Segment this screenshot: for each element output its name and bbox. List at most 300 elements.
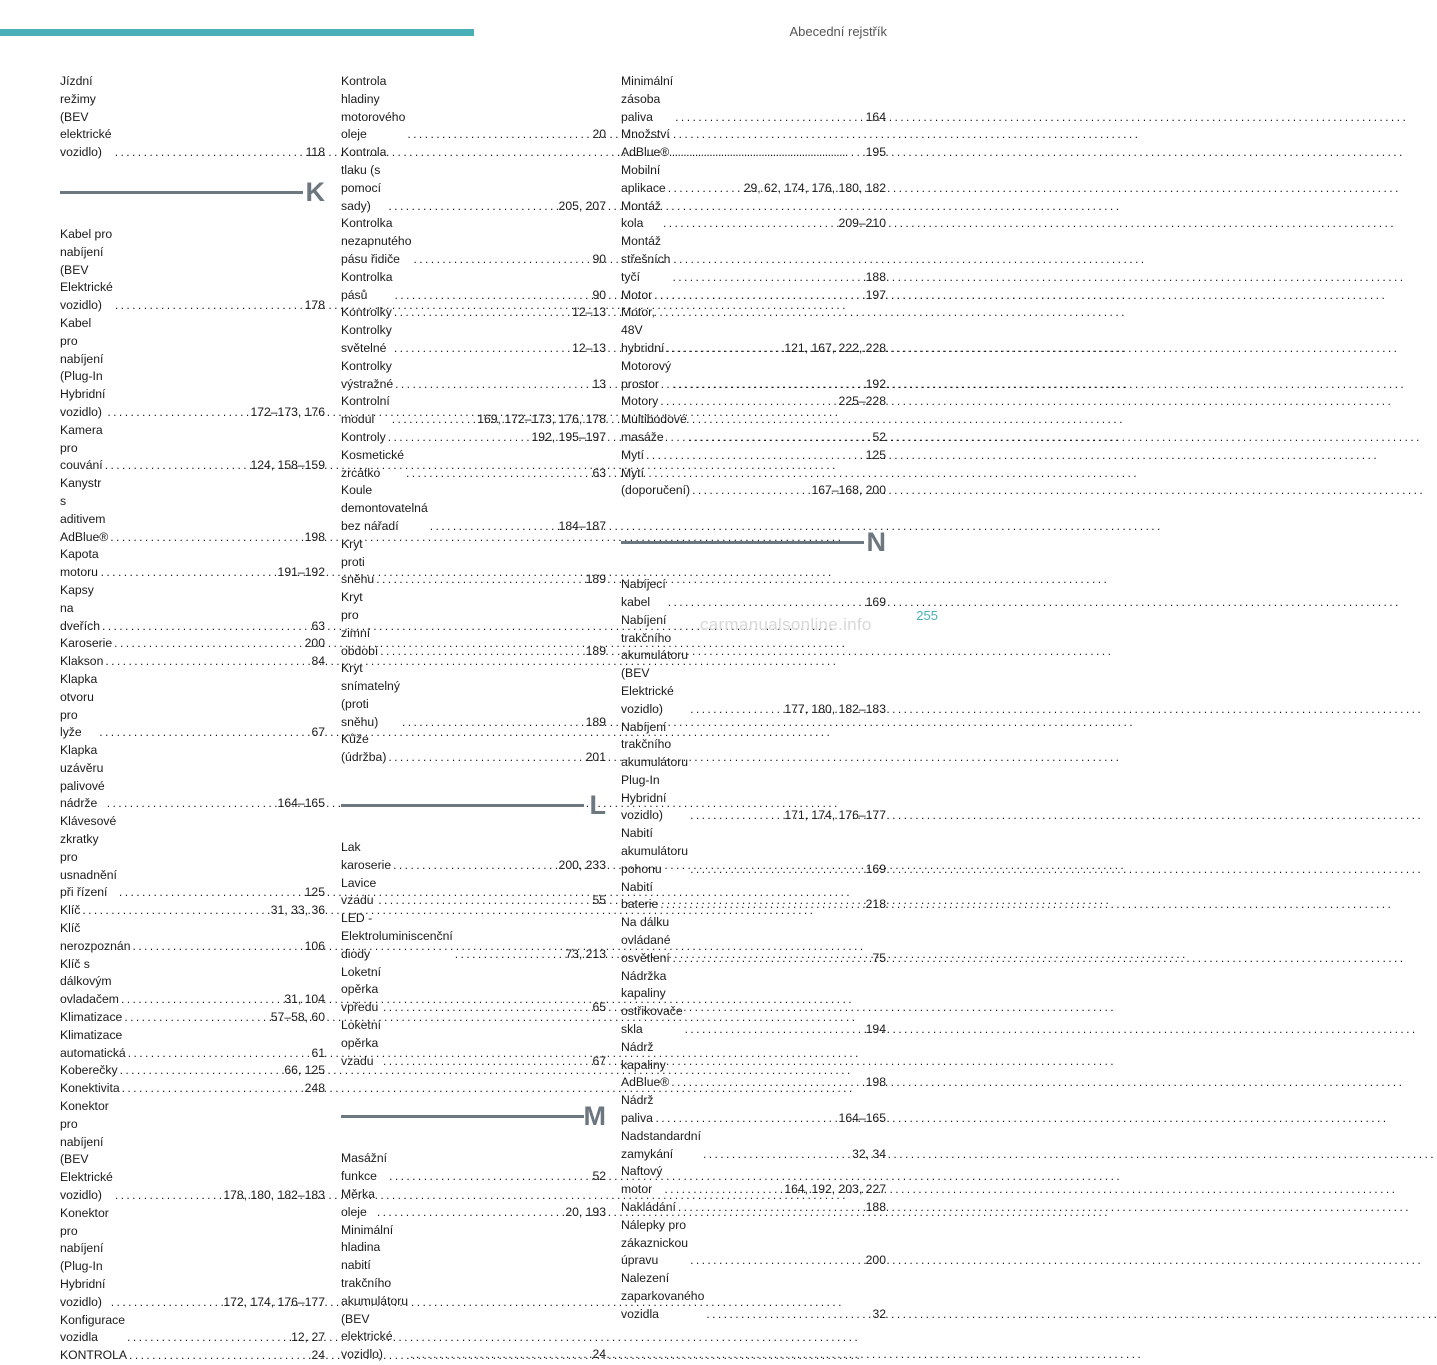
- index-term: [60, 1080, 120, 1098]
- index-entry: [341, 910, 606, 963]
- index-term-text: Nádrž kapaliny AdBlue®: [621, 1039, 670, 1090]
- leader-dots: [383, 999, 590, 1017]
- leader-dots: [672, 950, 870, 968]
- index-term-text: Hybridní vozidlo): [621, 790, 667, 823]
- leader-dots: [690, 807, 782, 825]
- index-term-first-line: Nabíjení trakčního akumulátoru: [621, 612, 689, 663]
- index-pages: 67: [592, 1053, 606, 1068]
- index-entry: [60, 813, 325, 902]
- index-pages: 65: [592, 1000, 606, 1015]
- index-pages: 29, 62, 174, 176, 180, 182: [743, 180, 886, 195]
- index-term-text: Kamera pro couvání: [60, 422, 103, 473]
- index-term: [341, 1222, 408, 1364]
- index-term: [60, 1205, 109, 1312]
- index-entry: [60, 1080, 325, 1098]
- index-pages: 178, 180, 182–183: [223, 1188, 325, 1203]
- leader-dots: [394, 340, 570, 358]
- index-term: [341, 304, 392, 322]
- index-term-text: (BEV Elektrické vozidlo): [60, 262, 113, 313]
- index-pages: 189: [585, 714, 606, 729]
- index-term: [621, 1199, 676, 1217]
- index-pages: 171, 174, 176–177: [784, 808, 886, 823]
- leader-dots: [105, 457, 249, 475]
- index-pages: 125: [304, 885, 325, 900]
- index-term-first-line: Kabel pro nabíjení: [60, 315, 104, 366]
- index-pages: 205, 207: [558, 198, 606, 213]
- index-pages: 248: [304, 1081, 325, 1096]
- index-term-text: Mobilní aplikace: [621, 162, 666, 195]
- index-term-text: Klimatizace: [60, 1010, 123, 1025]
- index-pages: 124, 158–159: [250, 458, 325, 473]
- index-pages: 200: [865, 1253, 886, 1268]
- index-entry: [341, 269, 606, 305]
- index-entry: [621, 1217, 886, 1270]
- index-pages: 52: [592, 1169, 606, 1184]
- index-pages: 169: [865, 594, 886, 609]
- index-entry: [621, 1092, 886, 1128]
- index-pages: 118: [305, 145, 325, 160]
- index-entry: [621, 1199, 886, 1217]
- index-term-text: Motor: [621, 287, 653, 302]
- index-term-text: Kontrolka pásů: [341, 269, 393, 302]
- index-pages: 201: [585, 750, 606, 765]
- index-term-text: Nabíjecí kabel: [621, 577, 666, 609]
- index-term: [60, 582, 100, 635]
- index-pages: 169, 172–173, 176, 178: [477, 412, 606, 427]
- index-term: [621, 393, 658, 411]
- index-entry: [621, 1128, 886, 1164]
- index-pages: 67: [311, 725, 325, 740]
- index-term: [341, 875, 376, 911]
- index-term-text: Multibodové masáže: [621, 412, 687, 444]
- index-term: [621, 1270, 704, 1323]
- index-term-text: při řízení: [60, 885, 108, 900]
- letter-heading-k: [60, 174, 325, 226]
- leader-dots: [111, 1294, 222, 1312]
- letter-n: N: [866, 527, 886, 558]
- index-pages: 20: [592, 127, 606, 142]
- index-term: [341, 731, 386, 767]
- index-term-text: Kryt pro zimní období: [341, 590, 379, 658]
- index-pages: 66, 125: [284, 1063, 325, 1078]
- index-pages: 20, 193: [565, 1204, 606, 1219]
- index-entry: [341, 731, 606, 767]
- page-number: 255: [916, 608, 938, 623]
- leader-dots: [129, 1347, 309, 1365]
- index-pages: 200, 233: [558, 857, 606, 872]
- index-term: [621, 73, 673, 126]
- index-entry: [621, 465, 886, 501]
- leader-dots: [664, 1181, 782, 1199]
- index-term-text: Konfigurace vozidla: [60, 1312, 126, 1345]
- index-term: [341, 536, 374, 589]
- index-term-first-line: Kabel pro nabíjení: [60, 226, 113, 259]
- index-entry: [341, 589, 606, 660]
- leader-dots: [392, 411, 475, 429]
- index-term-text: (Plug-In Hybridní vozidlo): [60, 369, 106, 419]
- index-term: [621, 233, 670, 286]
- index-term: [341, 269, 393, 305]
- index-pages: 218: [865, 897, 886, 912]
- index-term: [60, 546, 99, 582]
- index-term: [621, 465, 690, 501]
- letter-heading-n: [621, 524, 886, 576]
- leader-dots: [82, 902, 268, 920]
- index-entry: [60, 422, 325, 475]
- index-entry: [621, 1039, 886, 1092]
- index-pages: 63: [311, 618, 325, 633]
- leader-dots: [124, 1009, 268, 1027]
- index-entry: [60, 653, 325, 671]
- index-term-text: Nabití akumulátoru pohonu: [621, 826, 689, 876]
- index-entry: [621, 393, 886, 411]
- index-term-text: Kryt snímatelný (proti sněhu): [341, 661, 400, 729]
- index-pages: 200: [304, 636, 325, 651]
- index-pages: 198: [865, 1075, 886, 1090]
- index-term: [341, 589, 378, 660]
- index-entry: [341, 429, 606, 447]
- index-term-text: Montáž kola: [621, 198, 661, 231]
- index-pages: 195: [865, 145, 886, 160]
- leader-dots: [99, 724, 309, 742]
- index-term: [60, 315, 105, 422]
- index-entry: [621, 198, 886, 234]
- leader-dots: [132, 938, 302, 956]
- index-term: [621, 968, 683, 1039]
- index-pages: 106: [304, 938, 325, 953]
- index-pages: 12–13: [572, 340, 606, 355]
- index-pages: 164, 192, 203, 227: [784, 1182, 886, 1197]
- letter-m: M: [583, 1101, 606, 1132]
- index-term-text: Kůže (údržba): [341, 732, 387, 765]
- index-term: [60, 1027, 126, 1063]
- index-term: [60, 73, 113, 162]
- index-entry: [621, 914, 886, 967]
- index-term-text: Nádrž paliva: [621, 1093, 654, 1126]
- index-term-text: Loketní opěrka vpředu: [341, 964, 381, 1015]
- index-term: [60, 956, 119, 1009]
- leader-dots: [120, 1062, 283, 1080]
- index-term: [60, 1062, 118, 1080]
- leader-dots: [395, 376, 590, 394]
- leader-dots: [668, 594, 864, 612]
- index-entry: [60, 635, 325, 653]
- index-term-text: Minimální zásoba paliva: [621, 74, 674, 124]
- index-term: [621, 411, 687, 447]
- index-term: [341, 482, 428, 535]
- index-pages: 52: [872, 429, 886, 444]
- index-entry: [621, 233, 886, 286]
- index-term-text: Klapka uzávěru palivové nádrže: [60, 743, 105, 811]
- letter-rule: [621, 541, 864, 544]
- index-term-text: Nabití baterie: [621, 879, 659, 912]
- index-entry: [341, 1186, 606, 1222]
- index-entry: [621, 162, 886, 198]
- index-pages: 164–165: [277, 796, 325, 811]
- index-term: [60, 671, 97, 742]
- leader-dots: [128, 1045, 310, 1063]
- index-entry: [341, 875, 606, 911]
- index-term-text: Kosmetické zrcátko: [341, 447, 404, 480]
- index-entry: [341, 964, 606, 1017]
- index-term: [621, 719, 688, 826]
- index-term-text: Kontrolní modul: [341, 394, 390, 427]
- leader-dots: [656, 1110, 837, 1128]
- leader-dots: [654, 287, 864, 305]
- leader-dots: [668, 180, 742, 198]
- index-term-text: Kontrolky světelné: [341, 323, 392, 355]
- index-pages: 198: [304, 529, 325, 544]
- index-term: [621, 576, 666, 612]
- index-pages: 225–228: [838, 394, 886, 409]
- leader-dots: [407, 126, 590, 144]
- leader-dots: [706, 1306, 870, 1324]
- index-term-text: akumulátoru (BEV elektrické vozidlo): [341, 1293, 409, 1362]
- letter-rule: [341, 804, 584, 807]
- leader-dots: [660, 393, 836, 411]
- index-term: [621, 1217, 688, 1270]
- index-term: [621, 287, 652, 305]
- index-entry: [60, 1205, 325, 1312]
- index-entry: [341, 358, 606, 394]
- index-entry: [341, 304, 606, 322]
- index-pages: 167–168, 200: [811, 483, 886, 498]
- index-entry: [341, 322, 606, 358]
- index-entry: [341, 447, 606, 483]
- index-pages: 90: [592, 287, 606, 302]
- index-term-text: Jízdní režimy (BEV elektrické vozidlo): [60, 74, 112, 160]
- index-term: [60, 1009, 122, 1027]
- index-entry: [60, 1027, 325, 1063]
- index-entry: [621, 447, 886, 465]
- index-entry: [621, 411, 886, 447]
- index-term-text: Konektivita: [60, 1081, 120, 1096]
- index-term: [341, 964, 381, 1017]
- index-entry: [621, 879, 886, 915]
- index-term-text: Kontrolka nezapnutého pásu řidiče: [341, 216, 412, 266]
- index-entry: [60, 73, 325, 162]
- index-pages: 73, 213: [565, 946, 606, 961]
- index-pages: 24: [311, 1348, 325, 1363]
- index-entry: [621, 576, 886, 612]
- leader-dots: [413, 251, 590, 269]
- index-entry: [60, 742, 325, 813]
- index-term: [341, 393, 390, 429]
- index-column-1: [60, 73, 325, 1365]
- index-pages: 61: [311, 1045, 325, 1060]
- index-term-text: Naftový motor: [621, 1164, 663, 1197]
- leader-dots: [678, 1199, 864, 1217]
- index-pages: 177, 180, 182–183: [784, 701, 886, 716]
- index-entry: [621, 358, 886, 394]
- leader-dots: [378, 892, 590, 910]
- leader-dots: [380, 643, 583, 661]
- index-term-first-line: Konektor pro nabíjení: [60, 1205, 109, 1256]
- index-pages: 194: [865, 1022, 886, 1037]
- index-term-text: Kontrolky: [341, 305, 392, 320]
- index-pages: 84: [311, 654, 325, 669]
- index-term: [341, 358, 393, 394]
- index-term-text: (BEV Elektrické vozidlo): [621, 666, 674, 716]
- leader-dots: [430, 518, 557, 536]
- index-entry: [341, 393, 606, 429]
- index-term-text: (Plug-In Hybridní vozidlo): [60, 1259, 106, 1309]
- index-term: [621, 1039, 669, 1092]
- leader-dots: [107, 795, 276, 813]
- letter-heading-l: [341, 787, 606, 839]
- index-entry: [621, 304, 886, 357]
- index-pages: 209–210: [838, 216, 886, 231]
- index-term-text: Mytí (doporučení): [621, 465, 691, 498]
- index-term-text: Koule demontovatelná bez nářadí: [341, 483, 428, 533]
- index-term: [60, 920, 130, 956]
- leader-dots: [107, 404, 248, 422]
- leader-dots: [690, 701, 782, 719]
- leader-dots: [703, 1146, 850, 1164]
- index-term-text: Motorový prostor: [621, 358, 672, 391]
- index-pages: 121, 167, 222, 228: [784, 340, 886, 355]
- index-pages: 125: [865, 447, 886, 462]
- index-term-text: Kanystr s aditivem AdBlue®: [60, 476, 109, 544]
- index-term: [60, 1347, 127, 1365]
- leader-dots: [101, 564, 276, 582]
- index-pages: 184–187: [558, 518, 606, 533]
- leader-dots: [455, 946, 564, 964]
- index-entry: [341, 73, 606, 144]
- index-entry: [60, 475, 325, 546]
- index-entry: [60, 1312, 325, 1348]
- index-pages: 32, 34: [852, 1146, 886, 1161]
- letter-heading-m: [341, 1098, 606, 1150]
- leader-dots: [383, 1053, 590, 1071]
- index-term-first-line: Klávesové zkratky pro usnadnění: [60, 814, 117, 882]
- index-term-text: Klíč: [60, 903, 81, 918]
- index-term: [621, 879, 658, 915]
- leader-dots: [388, 198, 556, 216]
- index-entry: [621, 126, 886, 162]
- index-term: [341, 839, 391, 875]
- leader-dots: [672, 269, 863, 287]
- leader-dots: [410, 1346, 590, 1364]
- index-entry: [60, 1347, 325, 1365]
- index-term-text: Klíč s dálkovým ovladačem: [60, 956, 119, 1007]
- index-term: [60, 422, 103, 475]
- index-term: [60, 1312, 125, 1348]
- index-pages: 188: [865, 269, 886, 284]
- index-term: [621, 198, 661, 234]
- index-term-text: Lak karoserie: [341, 840, 392, 872]
- index-term: [621, 1163, 662, 1199]
- index-pages: 55: [592, 893, 606, 908]
- index-term: [60, 902, 80, 920]
- index-pages: 164–165: [838, 1111, 886, 1126]
- index-term: [60, 742, 105, 813]
- index-entry: [60, 315, 325, 422]
- index-term: [60, 226, 113, 315]
- index-pages: 31, 33, 36: [270, 903, 325, 918]
- index-term-text: Měrka oleje: [341, 1187, 375, 1219]
- leader-dots: [673, 376, 864, 394]
- index-term-text: KONTROLA: [60, 1348, 128, 1363]
- index-term: [60, 475, 108, 546]
- index-entry: [60, 1009, 325, 1027]
- index-term-text: Loketní opěrka vzadu: [341, 1018, 381, 1068]
- index-entry: [341, 536, 606, 589]
- index-entry: [621, 968, 886, 1039]
- leader-dots: [675, 109, 864, 127]
- index-entry: [60, 582, 325, 635]
- index-entry: [60, 956, 325, 1009]
- index-term: [621, 447, 644, 465]
- index-term: [60, 1098, 113, 1205]
- leader-dots: [660, 896, 863, 914]
- leader-dots: [666, 340, 782, 358]
- index-term-text: Mytí: [621, 447, 645, 462]
- index-term-text: (BEV Elektrické vozidlo): [60, 1152, 113, 1203]
- index-pages: 75: [872, 950, 886, 965]
- index-entry: [341, 660, 606, 731]
- letter-k: K: [305, 176, 325, 207]
- leader-dots: [394, 304, 570, 322]
- index-entry: [621, 1163, 886, 1199]
- index-entry: [621, 1270, 886, 1323]
- index-term-text: Kapota motoru: [60, 547, 99, 580]
- index-entry: [621, 287, 886, 305]
- index-pages: 24: [592, 1347, 606, 1362]
- index-entry: [60, 671, 325, 742]
- index-entry: [60, 902, 325, 920]
- index-pages: 172, 174, 176–177: [223, 1294, 325, 1309]
- index-term-text: Množství AdBlue®: [621, 127, 670, 160]
- index-column-3: [621, 73, 886, 1324]
- index-term-text: Koberečky: [60, 1063, 118, 1078]
- index-term: [621, 1092, 654, 1128]
- index-term-text: Montáž střešních tyčí: [621, 234, 671, 284]
- index-term: [341, 215, 411, 268]
- index-term-text: Kontroly: [341, 429, 386, 444]
- index-pages: 192: [865, 376, 886, 391]
- index-pages: 90: [592, 251, 606, 266]
- leader-dots: [671, 1074, 863, 1092]
- index-term: [341, 1017, 381, 1070]
- index-term-text: Nakládání: [621, 1200, 676, 1215]
- index-term-text: Nalezení zaparkovaného vozidla: [621, 1271, 705, 1321]
- index-term-text: Kontrolky výstražné: [341, 358, 394, 391]
- letter-rule: [60, 191, 303, 194]
- index-term: [341, 1150, 387, 1186]
- index-term: [621, 126, 670, 162]
- index-term: [621, 162, 666, 198]
- leader-dots: [395, 287, 591, 305]
- index-pages: 164: [865, 109, 886, 124]
- leader-dots: [690, 861, 864, 879]
- letter-l: L: [589, 790, 606, 821]
- index-pages: 169: [865, 861, 886, 876]
- index-pages: 178: [304, 298, 325, 313]
- leader-dots: [377, 1204, 563, 1222]
- leader-dots: [119, 884, 303, 902]
- index-pages: 188: [865, 1200, 886, 1215]
- leader-dots: [388, 749, 583, 767]
- index-entry: [341, 1222, 606, 1364]
- leader-dots: [402, 714, 584, 732]
- index-entry: [621, 73, 886, 126]
- index-term-text: Nálepky pro zákaznickou úpravu: [621, 1217, 689, 1268]
- leader-dots: [685, 1021, 864, 1039]
- index-term-text: Klíč nerozpoznán: [60, 921, 131, 953]
- watermark: carmanualsonline.info: [700, 615, 872, 634]
- index-term: [621, 825, 688, 878]
